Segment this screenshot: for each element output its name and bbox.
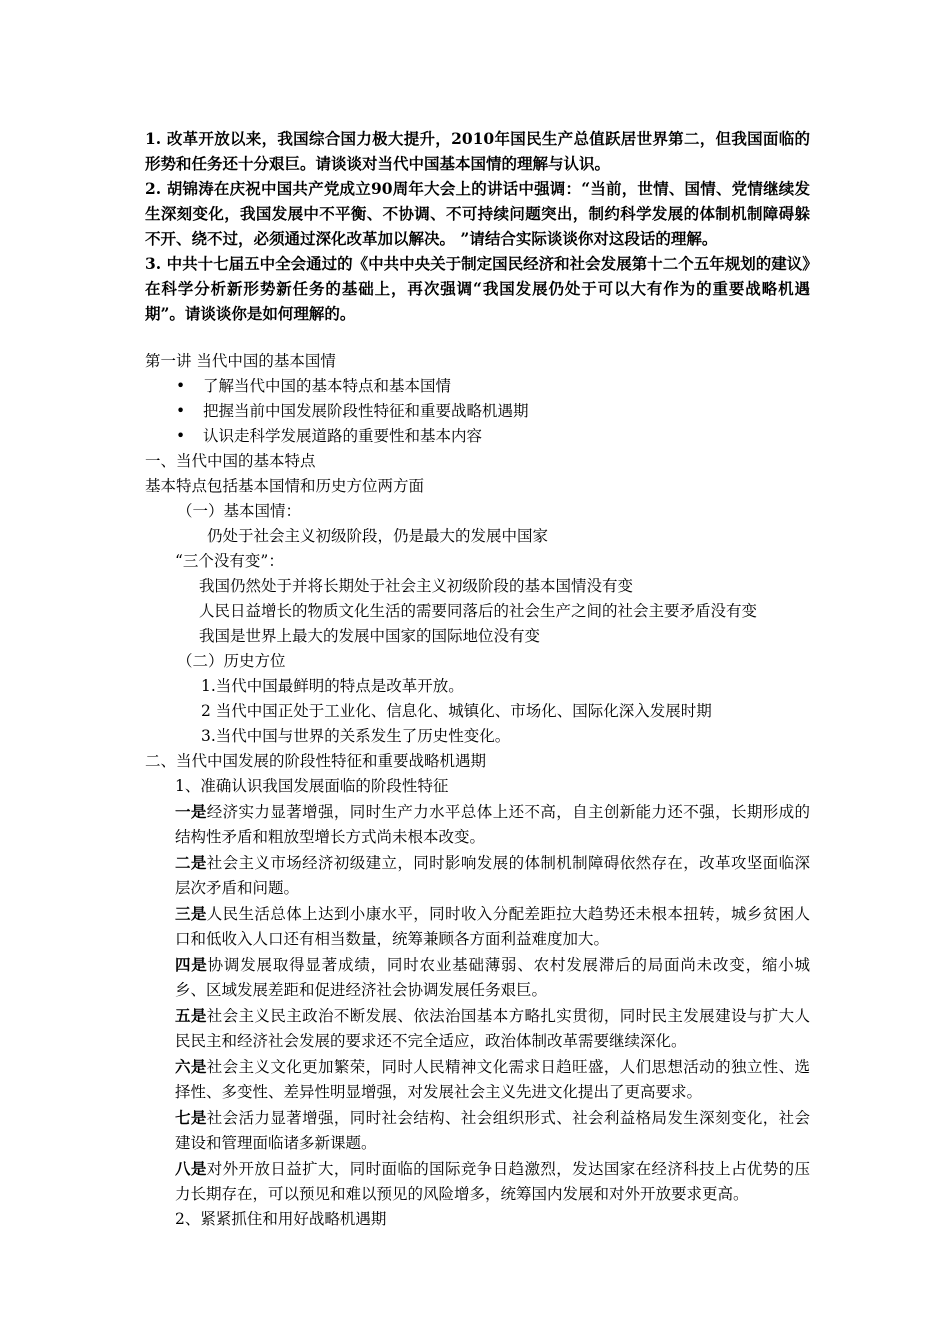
bullet-icon: • [176, 427, 186, 445]
document-page [145, 126, 810, 1232]
section-1-intro: 基本特点包括基本国情和历史方位两方面 [145, 477, 425, 495]
question-3: 3. 中共十七届五中全会通过的《中共中央关于制定国民经济和社会发展第十二个五年规划的建议》在科学分析新形势新任务的基础上，再次强调“我国发展仍处于可以大有作为的重要战略机遇期”。请谈谈你是如何理解的。 [145, 254, 810, 323]
list-item: 我国是世界上最大的发展中国家的国际地位没有变 [199, 627, 541, 645]
feature-paragraph: 五是社会主义民主政治不断发展、依法治国基本方略扎实贯彻，同时民主发展建设与扩大人民民主和经济社会发展的要求还不完全适应，政治体制改革需要继续深化。 [175, 1006, 810, 1050]
list-item: • 把握当前中国发展阶段性特征和重要战略机遇期 [145, 399, 810, 424]
basic-national-condition-text: 仍处于社会主义初级阶段，仍是最大的发展中国家 [207, 527, 549, 545]
subsection-heading: （二）历史方位 [177, 652, 286, 670]
section-2-heading: 二、当代中国发展的阶段性特征和重要战略机遇期 [145, 752, 487, 770]
list-item: • 认识走科学发展道路的重要性和基本内容 [145, 424, 810, 449]
section-1-heading: 一、当代中国的基本特点 [145, 452, 316, 470]
lecture-title: 第一讲 当代中国的基本国情 [145, 352, 336, 370]
subsection-heading: （一）基本国情： [177, 502, 302, 520]
question-2: 2. 胡锦涛在庆祝中国共产党成立90周年大会上的讲话中强调：“当前，世情、国情、党情继续发生深刻变化，我国发展中不平衡、不协调、不可持续问题突出，制约科学发展的体制机制障碍躲不开、绕不过，必须通过深化改革加以解决。 ”请结合实际谈谈你对这段话的理解。 [145, 179, 810, 248]
bullet-icon: • [176, 377, 186, 395]
question-block [145, 126, 810, 326]
feature-paragraph: 八是对外开放日益扩大，同时面临的国际竞争日趋激烈，发达国家在经济科技上占优势的压力长期存在，可以预见和难以预见的风险增多，统筹国内发展和对外开放要求更高。 [175, 1159, 810, 1203]
subsection-heading: 2、紧紧抓住和用好战略机遇期 [175, 1210, 387, 1228]
feature-paragraph: 六是社会主义文化更加繁荣，同时人民精神文化需求日趋旺盛，人们思想活动的独立性、选择性、多变性、差异性明显增强，对发展社会主义先进文化提出了更高要求。 [175, 1057, 810, 1101]
feature-paragraph: 二是社会主义市场经济初级建立，同时影响发展的体制机制障碍依然存在，改革攻坚面临深层次矛盾和问题。 [175, 853, 810, 897]
three-unchanged-heading: “三个没有变”： [175, 552, 284, 570]
list-item: 我国仍然处于并将长期处于社会主义初级阶段的基本国情没有变 [199, 577, 634, 595]
feature-paragraph: 三是人民生活总体上达到小康水平，同时收入分配差距拉大趋势还未根本扭转，城乡贫困人口和低收入人口还有相当数量，统筹兼顾各方面利益难度加大。 [175, 904, 810, 948]
feature-paragraph: 四是协调发展取得显著成绩，同时农业基础薄弱、农村发展滞后的局面尚未改变，缩小城乡、区域发展差距和促进经济社会协调发展任务艰巨。 [175, 955, 810, 999]
feature-paragraph: 一是经济实力显著增强，同时生产力水平总体上还不高，自主创新能力还不强，长期形成的结构性矛盾和粗放型增长方式尚未根本改变。 [175, 802, 810, 846]
list-item: • 了解当代中国的基本特点和基本国情 [145, 374, 810, 399]
list-item: 3.当代中国与世界的关系发生了历史性变化。 [201, 727, 511, 745]
list-item: 人民日益增长的物质文化生活的需要同落后的社会生产之间的社会主要矛盾没有变 [199, 602, 758, 620]
question-1: 1. 改革开放以来，我国综合国力极大提升，2010年国民生产总值跃居世界第二，但我国面临的形势和任务还十分艰巨。请谈谈对当代中国基本国情的理解与认识。 [145, 129, 810, 173]
feature-paragraph: 七是社会活力显著增强，同时社会结构、社会组织形式、社会利益格局发生深刻变化，社会建设和管理面临诸多新课题。 [175, 1108, 810, 1152]
list-item: 1.当代中国最鲜明的特点是改革开放。 [201, 677, 464, 695]
list-item: 2 当代中国正处于工业化、信息化、城镇化、市场化、国际化深入发展时期 [201, 702, 712, 720]
objectives-list [145, 374, 810, 449]
bullet-icon: • [176, 402, 186, 420]
subsection-heading: 1、准确认识我国发展面临的阶段性特征 [175, 777, 449, 795]
